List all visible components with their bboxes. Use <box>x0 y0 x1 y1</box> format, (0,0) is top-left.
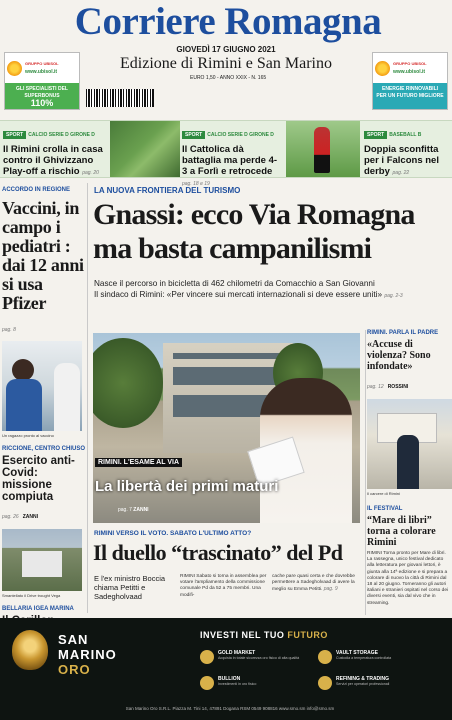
photo-drive-through <box>2 529 82 591</box>
gold-bar-icon <box>200 650 214 664</box>
refining-icon <box>318 676 332 690</box>
main-deck: Nasce il percorso in bicicletta di 462 chilometri da Comacchio a San Giovanni Il sindaco di Rimini: «Per vincere sui mercati internazionali si deve essere uniti» pag. 2-3 <box>94 279 403 299</box>
story-accuse[interactable]: RIMINI. PARLA IL PADRE «Accuse di violenza? Sono infondate» pag. 12 ROSSINI <box>367 330 439 390</box>
bullion-icon <box>200 676 214 690</box>
vault-icon <box>318 650 332 664</box>
pd-subheadline: E l'ex ministro Boccia chiama Petitti e Sadegholvaad <box>94 574 166 601</box>
fineprint <box>160 88 370 108</box>
photo-title[interactable]: La libertà dei primi maturi <box>95 478 279 495</box>
photo-vaccine <box>2 341 82 431</box>
main-kicker: LA NUOVA FRONTIERA DEL TURISMO <box>94 186 241 195</box>
story-carillon[interactable]: BELLARIA IGEA MARINA <box>2 606 74 612</box>
service-refining: REFINING & TRADING Servizi per operatori professionali <box>318 676 428 687</box>
player-figure <box>314 127 330 173</box>
pd-text-col1: RIMINI Sabato si torna in assemblea per votare l'ampliamento della commissione comunale Pd da 52 a 75 membri. Una modifi- <box>180 574 267 598</box>
ad-ubisol-right[interactable]: GRUPPO UBISOL www.ubisol.it ENERGIE RINNOVABILI PER UN FUTURO MIGLIORE <box>372 52 448 110</box>
story-mare-di-libri[interactable]: IL FESTIVAL “Mare di libri” torna a colorare Rimini RIMINI Torna pronto per Mare di libri. La rassegna, unico festival dedicato alla letteratura per giovani lettori, è giunta alla 14ª edizione e si prepara a colorare di nuovo la città di Rimini dal 18 al 20 giugno. Torneranno gli autori italiani e stranieri ospitati nel corso dei diversi eventi, sia dal vivo che in streaming. <box>367 506 449 606</box>
ad-brand: SAN MARINO ORO <box>58 632 117 677</box>
barcode <box>86 89 154 107</box>
right-column: RIMINI. PARLA IL PADRE «Accuse di violenza? Sono infondate» pag. 12 ROSSINI Il carcere di Rimini IL FESTIVAL “Mare di libri” torna a colorare Rimini RIMINI Torna pronto per Mare di libri. La rassegna, unico festival dedicato alla letteratura per giovani lettori, è giunta alla 14ª edizione e si prepara a colorare di nuovo la città di Rimini dal 18 al 20 giugno. Torneranno gli autori italiani e stranieri ospitati nel corso dei diversi eventi, sia dal vivo che in streaming. <box>367 330 452 627</box>
column-divider <box>87 183 88 613</box>
sun-logo-icon <box>375 61 390 76</box>
pd-kicker: RIMINI VERSO IL VOTO. SABATO L'ULTIMO ATTO? <box>94 530 252 537</box>
photo-tag: RIMINI. L'ESAME AL VIA <box>95 458 182 467</box>
newspaper-logo[interactable]: Corriere Romagna <box>74 0 382 43</box>
edition-title: Edizione di Rimini e San Marino <box>120 55 332 72</box>
service-vault-storage: VAULT STORAGE Custodia a temperatura controllata <box>318 650 428 661</box>
main-headline[interactable]: Gnassi: ecco Via Romagna ma basta campanilismi <box>93 198 415 265</box>
issue-date: GIOVEDÌ 17 GIUGNO 2021 <box>176 45 276 54</box>
masthead <box>0 0 452 118</box>
ad-ubisol-left[interactable]: GRUPPO UBISOL www.ubisol.it GLI SPECIALISTI DEL SUPERBONUS 110% <box>4 52 80 110</box>
ad-address: San Marino Oro S.R.L. Piazza M. Tini 14, 47891 Dogana RSM 0549 908816 www.smo.sm info@smo.sm <box>125 706 335 711</box>
service-gold-market: GOLD MARKET Acquista in totale sicurezza oro fisico di alta qualità <box>200 650 310 661</box>
story-vaccini[interactable]: ACCORDO IN REGIONE Vaccini, in campo i pediatri : dai 12 anni si usa Pfizer pag. 8 <box>2 187 84 333</box>
ad-slogan: INVESTI NEL TUO FUTURO <box>200 630 328 640</box>
lion-logo-icon <box>12 630 48 670</box>
column-divider-right <box>365 330 366 615</box>
left-column: ACCORDO IN REGIONE Vaccini, in campo i pediatri : dai 12 anni si usa Pfizer pag. 8 Un ragazzo pronto al vaccino RICCIONE, CENTRO CHIUSO Esercito anti-Covid: missione compiuta pag. 26 ZANNI Smantellato il Drive trought Vega BELLARIA IGEA MARINA <box>0 183 86 671</box>
issue-price: EURO 1,50 - ANNO XXIX - N. 165 <box>190 75 267 81</box>
sun-logo-icon <box>7 61 22 76</box>
photo-carcere <box>367 399 452 489</box>
sport-story-falcons[interactable]: SPORT BASEBALL B Doppia sconfitta per i Falcons nel derby pag. 22 <box>364 132 439 177</box>
sport-photo-cattolica <box>286 121 360 177</box>
service-bullion: BULLION Investimenti in oro fisico <box>200 676 310 687</box>
story-esercito[interactable]: RICCIONE, CENTRO CHIUSO Esercito anti-Covid: missione compiuta pag. 26 ZANNI <box>2 446 86 520</box>
sport-story-cattolica[interactable]: SPORT CALCIO SERIE D GIRONE D Il Cattolica dà battaglia ma perde 4-3 a Forlì e retrocede pag. 18 e 19 <box>182 132 278 187</box>
pd-headline[interactable]: Il duello “trascinato” del Pd <box>93 540 343 565</box>
ad-san-marino-oro[interactable] <box>0 618 452 720</box>
sport-story-rimini[interactable]: SPORT CALCIO SERIE D GIRONE D Il Rimini crolla in casa contro il Ghivizzano Play-off a rischio pag. 20 <box>3 132 103 177</box>
photo-page: pag. 7 ZANNI <box>118 507 149 513</box>
sport-photo-rimini <box>110 121 180 177</box>
pd-text-col2: cache pare quasi certa e che dovrebbe permettere a Sadegholvaad di avere la meglio su Emma Petitti. pag. 9 <box>272 574 355 593</box>
